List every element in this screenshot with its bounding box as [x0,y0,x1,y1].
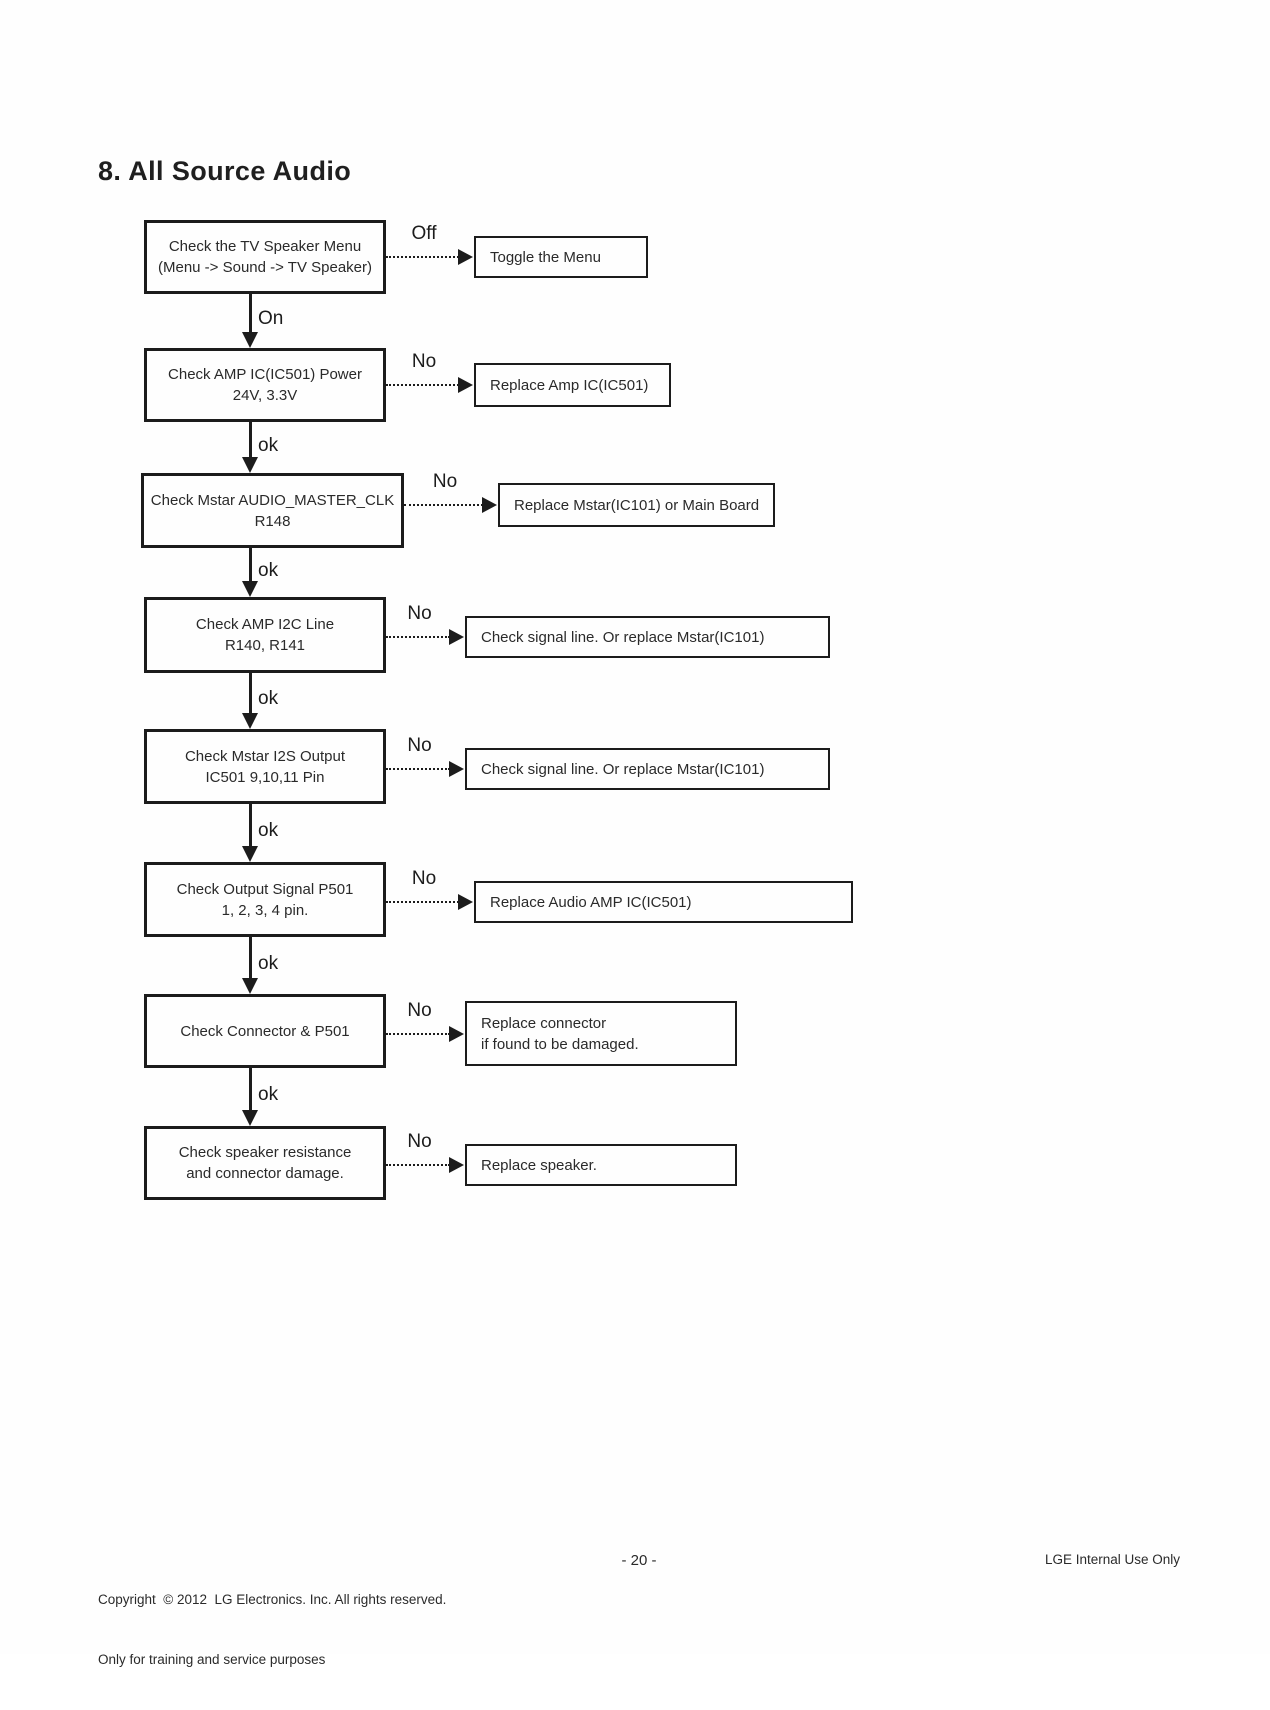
check-box-text: Check AMP I2C Line [195,616,335,633]
check-box-text: 1, 2, 3, 4 pin. [221,901,309,919]
arrowhead-down-icon [242,713,258,729]
check-box-text: Check AMP IC(IC501) Power [168,366,362,383]
branch-label: No [407,999,432,1021]
footer-copyright [98,1550,446,1710]
flow-label: On [258,308,284,329]
arrowhead-down-icon [242,332,258,348]
flow-connector [249,294,252,333]
branch-arrow-dotted [386,256,459,258]
branch-arrow-dotted [386,1164,450,1166]
branch-label: No [411,868,437,889]
branch-arrow-dotted [386,1033,450,1035]
branch-arrow-dotted [386,901,459,903]
arrowhead-down-icon [242,457,258,473]
arrowhead-right-icon [449,629,464,645]
footer-classification: LGE Internal Use Only [1044,1552,1180,1567]
flow-connector [249,1068,252,1111]
arrowhead-right-icon [458,894,473,910]
check-box [144,862,386,937]
check-box-text: and connector damage. [186,1165,344,1182]
branch-label: No [432,471,458,492]
branch-label: No [407,735,432,756]
branch-arrow-dotted [386,384,459,386]
action-box-text: Replace Amp IC(IC501) [490,376,649,394]
action-box-text: Replace Audio AMP IC(IC501) [490,893,692,911]
footer-page-number: - 20 - [621,1552,657,1569]
check-box [144,994,386,1068]
flow-label: ok [258,1084,279,1105]
check-box-text: Check the TV Speaker Menu [168,238,362,255]
check-box [144,348,386,422]
action-box [474,881,853,923]
arrowhead-down-icon [242,1110,258,1126]
check-box-text: (Menu -> Sound -> TV Speaker) [158,259,372,276]
page-title: 8. All Source Audio [98,156,352,186]
check-box-text: Check Output Signal P501 [176,880,354,898]
action-box-text: Replace Mstar(IC101) or Main Board [514,496,760,514]
action-box-text: Check signal line. Or replace Mstar(IC101) [481,760,765,778]
check-box-text: Check Connector & P501 [180,1022,350,1040]
action-box-text: Check signal line. Or replace Mstar(IC101) [481,628,765,646]
arrowhead-right-icon [449,1026,464,1042]
footer-copyright-line1: Copyright © 2012 LG Electronics. Inc. All rights reserved. [98,1592,447,1607]
flow-connector [249,804,252,847]
action-box [465,748,830,790]
flow-label: ok [258,688,279,709]
flow-connector [249,422,252,458]
action-box [465,1144,737,1186]
check-box-text: Check Mstar AUDIO_MASTER_CLK [150,491,395,509]
branch-label: No [407,603,432,624]
flow-label: ok [258,820,279,841]
check-box [144,1126,386,1200]
arrowhead-down-icon [242,978,258,994]
check-box-text: IC501 9,10,11 Pin [205,768,325,786]
action-box-text: if found to be damaged. [481,1035,639,1053]
arrowhead-right-icon [449,1157,464,1173]
branch-label: No [407,1131,432,1152]
action-box-text: Replace speaker. [481,1156,597,1174]
action-box [465,1001,737,1066]
action-box-text: Replace connector [481,1014,607,1032]
branch-arrow-dotted [386,768,450,770]
check-box [144,729,386,804]
check-box-text: R140, R141 [224,637,306,654]
branch-arrow-dotted [404,504,483,506]
check-box [144,220,386,294]
arrowhead-down-icon [242,581,258,597]
flow-label: ok [258,952,279,974]
flow-connector [249,673,252,714]
action-box-text: Toggle the Menu [490,248,601,266]
action-box [465,616,830,658]
flow-label: ok [258,559,279,581]
check-box-text: R148 [254,512,291,530]
check-box-text: Check speaker resistance [178,1144,352,1161]
check-box-text: Check Mstar I2S Output [184,747,346,765]
arrowhead-right-icon [458,249,473,265]
action-box [498,483,775,527]
arrowhead-down-icon [242,846,258,862]
footer-copyright-line2: Only for training and service purposes [98,1652,326,1667]
action-box [474,236,648,278]
arrowhead-right-icon [449,761,464,777]
branch-label: Off [411,223,437,244]
flow-connector [249,937,252,979]
check-box-text: 24V, 3.3V [232,387,298,404]
arrowhead-right-icon [458,377,473,393]
check-box [144,597,386,673]
action-box [474,363,671,407]
arrowhead-right-icon [482,497,497,513]
flow-label: ok [258,434,279,456]
flow-connector [249,548,252,582]
branch-label: No [411,351,437,372]
branch-arrow-dotted [386,636,450,638]
check-box [141,473,404,548]
